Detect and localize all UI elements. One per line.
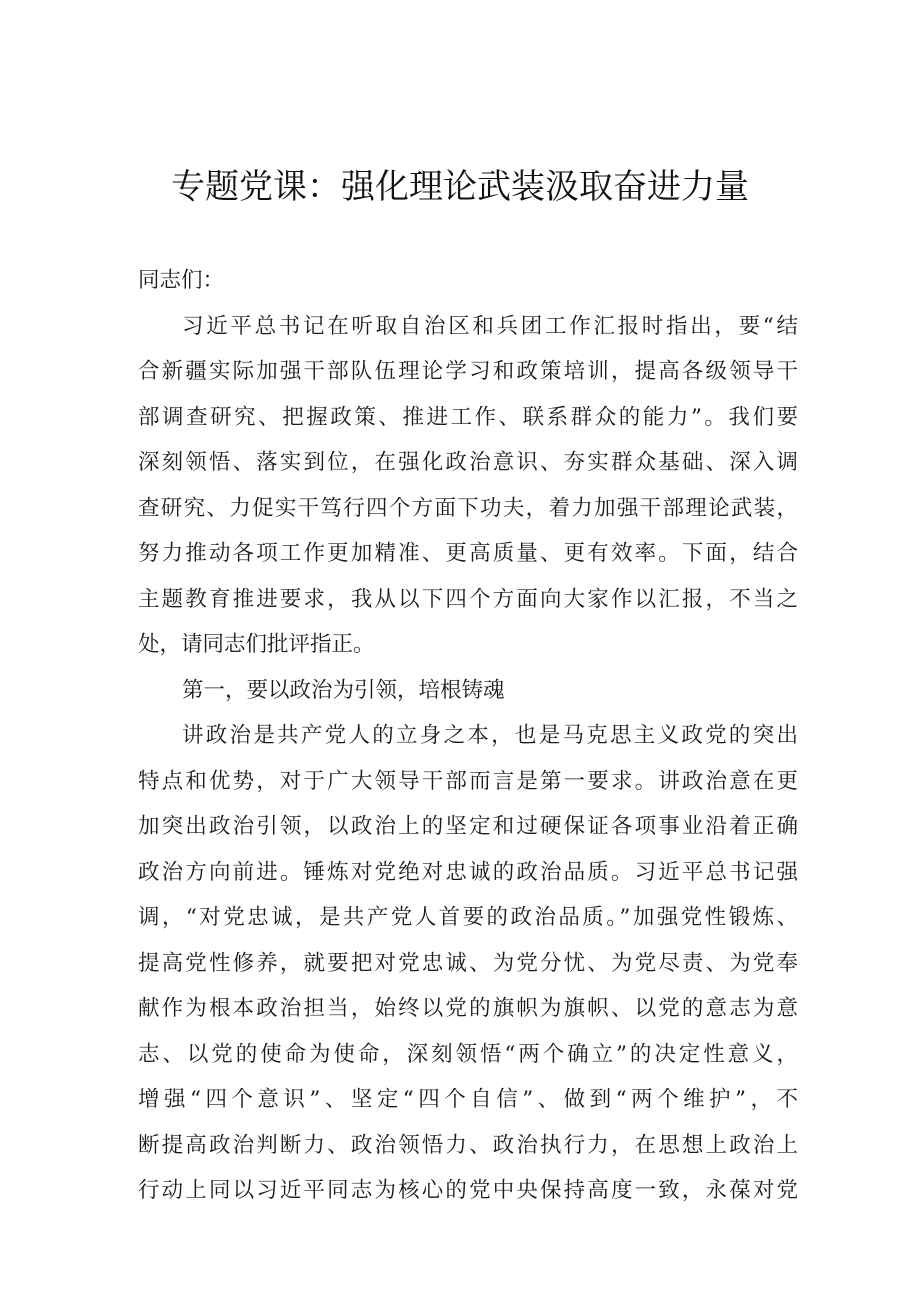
emphasis-phrase: 锤炼对党绝对忠诚的政治品质。: [303, 859, 635, 885]
paragraph-line: 努力推动各项工作更加精准、更高质量、更有效率。下面，结合: [138, 541, 798, 566]
salutation: 同志们：: [138, 268, 225, 293]
section-heading: 第一，要以政治为引领，培根铸魂: [182, 677, 505, 703]
paragraph-line: 查研究、力促实干笃行四个方面下功夫，着力加强干部理论武装，: [138, 495, 798, 521]
paragraph-line: 主题教育推进要求，我从以下四个方面向大家作以汇报，不当之: [138, 586, 798, 612]
paragraph-line: 部调查研究、把握政策、推进工作、联系群众的能力”。我们要: [138, 404, 798, 430]
paragraph-line: 志、以党的使命为使命，深刻领悟“两个确立”的决定性意义，: [138, 1041, 798, 1067]
paragraph-line: 献作为根本政治担当，始终以党的旗帜为旗帜、以党的意志为意: [138, 996, 798, 1021]
paragraph-line: 断提高政治判断力、政治领悟力、政治执行力，在思想上政治上: [138, 1132, 798, 1158]
document-title: 专题党课：强化理论武装汲取奋进力量: [171, 167, 749, 207]
paragraph-line: 合新疆实际加强干部队伍理论学习和政策培训，提高各级领导干: [138, 359, 798, 384]
paragraph-line: 处，请同志们批评指正。: [138, 632, 375, 657]
document-body: [138, 258, 798, 1214]
paragraph-line: 讲政治是共产党人的立身之本，也是马克思主义政党的突出: [182, 723, 798, 748]
paragraph-line-mixed: [138, 850, 798, 896]
paragraph-line: 行动上同以习近平同志为核心的党中央保持高度一致，永葆对党: [138, 1178, 798, 1203]
paragraph-line: 深刻领悟、落实到位，在强化政治意识、夯实群众基础、深入调: [138, 450, 798, 475]
text-run: 政治方向前进。: [138, 859, 304, 885]
paragraph-line: 特点和优势，对于广大领导干部而言是第一要求。讲政治意在更: [138, 768, 798, 794]
paragraph-line: 调，“对党忠诚，是共产党人首要的政治品质。”加强党性锻炼、: [138, 905, 798, 930]
paragraph-line: 加突出政治引领，以政治上的坚定和过硬保证各项事业沿着正确: [138, 814, 798, 839]
text-run: 习近平总书记强: [634, 859, 798, 885]
paragraph-line: 增强“四个意识”、坚定“四个自信”、做到“两个维护”，不: [138, 1087, 798, 1112]
paragraph-line: 提高党性修养，就要把对党忠诚、为党分忧、为党尽责、为党奉: [138, 950, 798, 976]
paragraph-line: 习近平总书记在听取自治区和兵团工作汇报时指出，要“结: [182, 313, 798, 339]
